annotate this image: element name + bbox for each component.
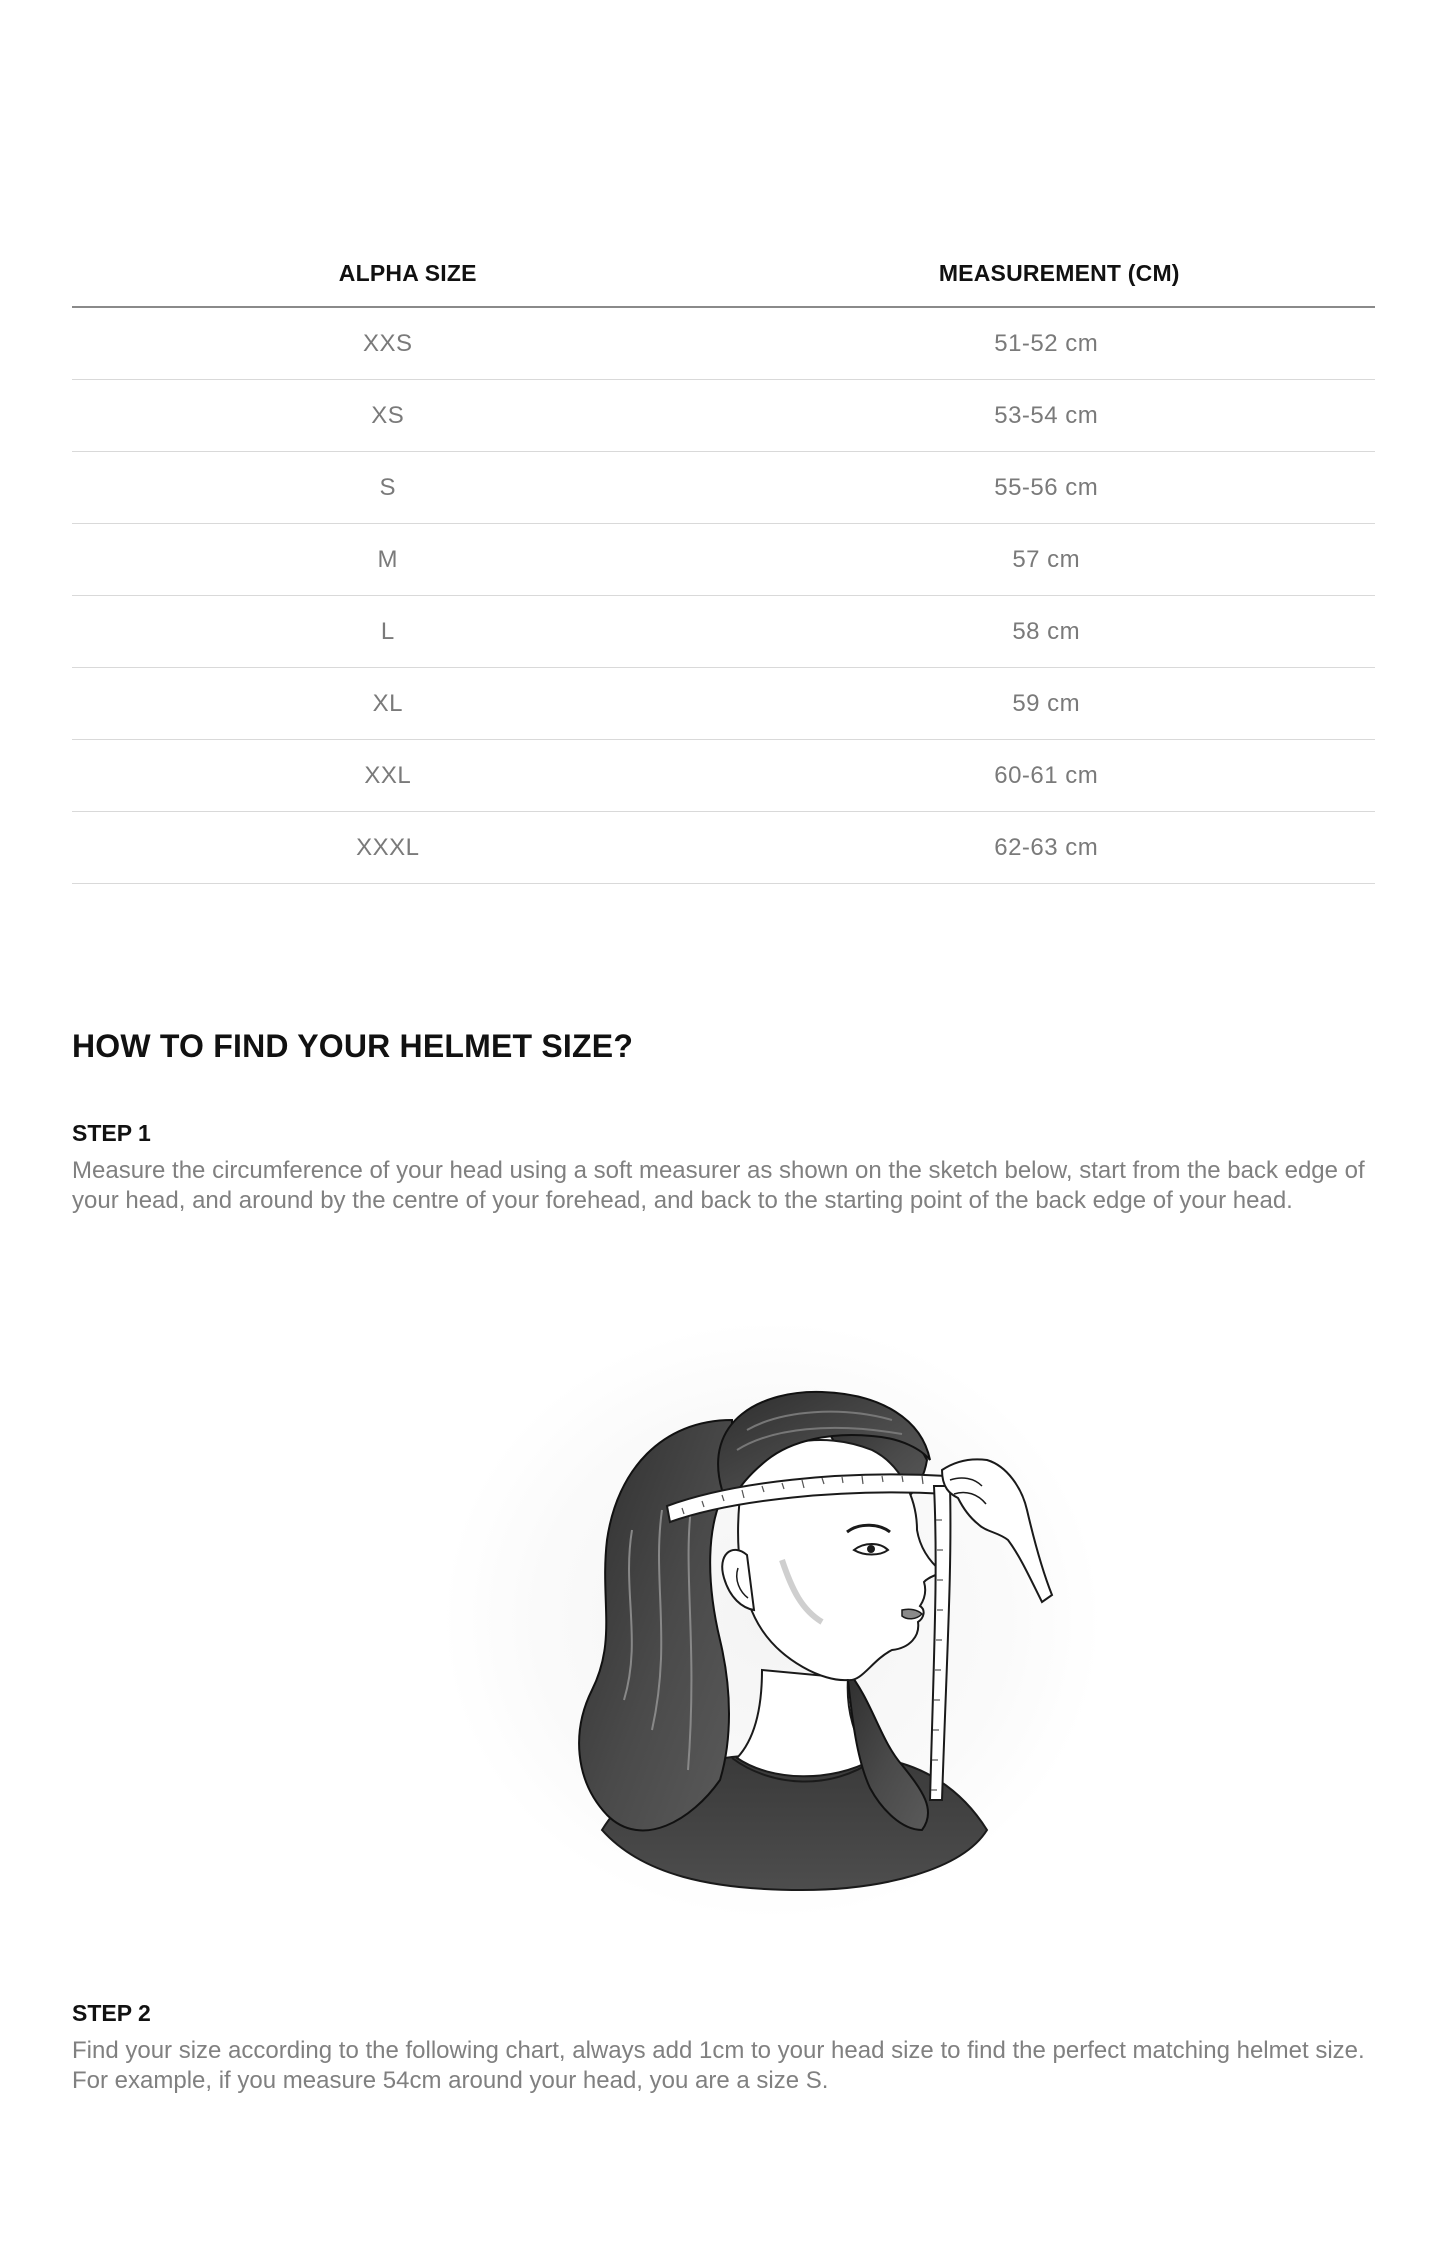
- measurement-cell: 55-56 cm: [724, 452, 1376, 524]
- head-measurement-illustration: [402, 1310, 1142, 1930]
- size-cell: L: [72, 596, 724, 668]
- size-cell: XXL: [72, 740, 724, 812]
- step2-text: Find your size according to the following chart, always add 1cm to your head size to find the perfect matching helmet size. For example, if you measure 54cm around your head, you are a size S.: [72, 2037, 1365, 2094]
- table-row: [72, 596, 1375, 668]
- measurement-cell: 53-54 cm: [724, 380, 1376, 452]
- table-row: [72, 668, 1375, 740]
- step2-title: STEP 2: [72, 2000, 151, 2026]
- guide-title: HOW TO FIND YOUR HELMET SIZE?: [72, 1028, 634, 1064]
- size-cell: XL: [72, 668, 724, 740]
- measurement-cell: 60-61 cm: [724, 740, 1376, 812]
- size-chart-table: [72, 240, 1375, 884]
- table-row: [72, 524, 1375, 596]
- table-row: [72, 812, 1375, 884]
- size-cell: XS: [72, 380, 724, 452]
- measurement-cell: 59 cm: [724, 668, 1376, 740]
- measurement-cell: 62-63 cm: [724, 812, 1376, 884]
- measurement-cell: 57 cm: [724, 524, 1376, 596]
- size-cell: S: [72, 452, 724, 524]
- table-row: [72, 452, 1375, 524]
- size-cell: XXXL: [72, 812, 724, 884]
- measurement-header: MEASUREMENT (CM): [724, 240, 1376, 307]
- measurement-cell: 51-52 cm: [724, 307, 1376, 380]
- size-cell: XXS: [72, 307, 724, 380]
- table-header-row: [72, 240, 1375, 307]
- measurement-cell: 58 cm: [724, 596, 1376, 668]
- table-row: [72, 380, 1375, 452]
- table-row: [72, 307, 1375, 380]
- size-cell: M: [72, 524, 724, 596]
- alpha-size-header: ALPHA SIZE: [72, 240, 724, 307]
- table-row: [72, 740, 1375, 812]
- step1-text: Measure the circumference of your head using a soft measurer as shown on the sketch below, start from the back edge of your head, and around by the centre of your forehead, and back to the starting point of the back edge of your head.: [72, 1157, 1365, 1214]
- step1-title: STEP 1: [72, 1120, 151, 1146]
